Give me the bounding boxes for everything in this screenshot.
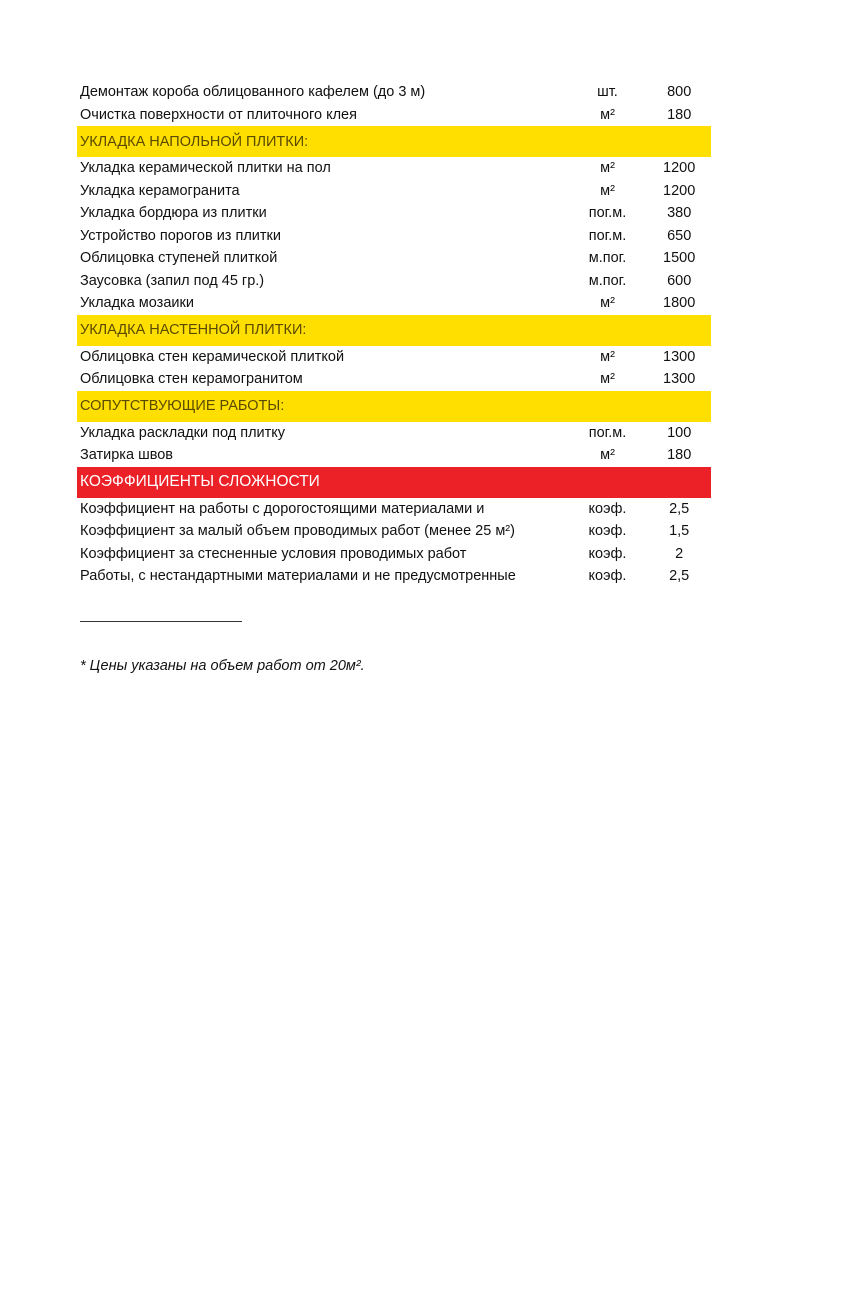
work-name: Облицовка ступеней плиткой <box>80 250 278 267</box>
work-price: 1300 <box>663 348 696 365</box>
work-name: Устройство порогов из плитки <box>80 227 281 244</box>
price-row <box>77 498 711 521</box>
work-name: Облицовка стен керамической плиткой <box>80 348 345 365</box>
price-row <box>77 520 711 543</box>
work-unit: коэф. <box>588 568 627 585</box>
work-unit: м² <box>600 348 615 365</box>
work-name: Коэффициент за малый объем проводимых работ (менее 25 м²) <box>80 523 515 540</box>
price-row <box>77 346 711 369</box>
section-header-wall-tiles <box>77 315 711 346</box>
work-price: 600 <box>667 272 692 289</box>
price-list <box>77 81 711 588</box>
work-unit: м.пог. <box>588 250 627 267</box>
price-row <box>77 444 711 467</box>
section-header-related-works <box>77 391 711 422</box>
work-name: Укладка керамической плитки на пол <box>80 160 331 177</box>
price-row <box>77 422 711 445</box>
price-row <box>77 270 711 293</box>
section-header-floor-tiles <box>77 126 711 157</box>
price-row <box>77 543 711 566</box>
work-unit: м² <box>600 447 615 464</box>
work-unit: м² <box>600 371 615 388</box>
work-unit: м² <box>600 182 615 199</box>
work-unit: коэф. <box>588 545 627 562</box>
section-title: УКЛАДКА НАПОЛЬНОЙ ПЛИТКИ: <box>80 133 309 150</box>
price-row <box>77 202 711 225</box>
work-unit: м² <box>600 106 615 123</box>
work-unit: пог.м. <box>588 227 627 244</box>
footnote: * Цены указаны на объем работ от 20м². <box>80 658 365 674</box>
work-name: Облицовка стен керамогранитом <box>80 371 303 388</box>
work-unit: м.пог. <box>588 272 627 289</box>
price-row <box>77 292 711 315</box>
work-unit: м² <box>600 295 615 312</box>
work-unit: пог.м. <box>588 205 627 222</box>
work-name: Укладка мозаики <box>80 295 194 312</box>
work-name: Коэффициент за стесненные условия проводимых работ <box>80 545 467 562</box>
price-row <box>77 565 711 588</box>
section-title: СОПУТСТВУЮЩИЕ РАБОТЫ: <box>80 398 285 414</box>
work-price: 180 <box>667 447 692 464</box>
work-name: Коэффициент на работы с дорогостоящими материалами и <box>80 500 485 517</box>
work-price: 2,5 <box>669 500 690 517</box>
work-price: 380 <box>667 205 692 222</box>
work-unit: м² <box>600 160 615 177</box>
price-row <box>77 180 711 203</box>
work-price: 2,5 <box>669 568 690 585</box>
work-price: 1200 <box>663 160 696 177</box>
work-name: Заусовка (запил под 45 гр.) <box>80 272 265 289</box>
work-name: Затирка швов <box>80 447 174 464</box>
work-unit: коэф. <box>588 500 627 517</box>
work-unit: коэф. <box>588 523 627 540</box>
work-price: 800 <box>667 84 692 101</box>
price-row <box>77 104 711 127</box>
work-price: 1800 <box>663 295 696 312</box>
price-row <box>77 225 711 248</box>
work-price: 100 <box>667 424 692 441</box>
work-price: 2 <box>675 545 684 562</box>
section-title: УКЛАДКА НАСТЕННОЙ ПЛИТКИ: <box>80 322 307 338</box>
work-name: Работы, с нестандартными материалами и не предусмотренные <box>80 568 516 585</box>
section-header-coefficients <box>77 467 711 498</box>
work-name: Укладка раскладки под плитку <box>80 424 286 441</box>
work-unit: пог.м. <box>588 424 627 441</box>
work-name: Очистка поверхности от плиточного клея <box>80 106 357 123</box>
work-price: 1200 <box>663 182 696 199</box>
work-name: Укладка бордюра из плитки <box>80 205 267 222</box>
work-name: Демонтаж короба облицованного кафелем (до 3 м) <box>80 84 426 101</box>
footnote-divider <box>80 621 242 622</box>
work-price: 180 <box>667 106 692 123</box>
price-row <box>77 247 711 270</box>
price-row <box>77 81 711 104</box>
work-price: 1500 <box>663 250 696 267</box>
work-price: 1,5 <box>669 523 690 540</box>
price-row <box>77 157 711 180</box>
work-name: Укладка керамогранита <box>80 182 240 199</box>
work-unit: шт. <box>597 84 618 101</box>
price-row <box>77 368 711 391</box>
work-price: 650 <box>667 227 692 244</box>
work-price: 1300 <box>663 371 696 388</box>
section-title: КОЭФФИЦИЕНТЫ СЛОЖНОСТИ <box>80 473 320 490</box>
